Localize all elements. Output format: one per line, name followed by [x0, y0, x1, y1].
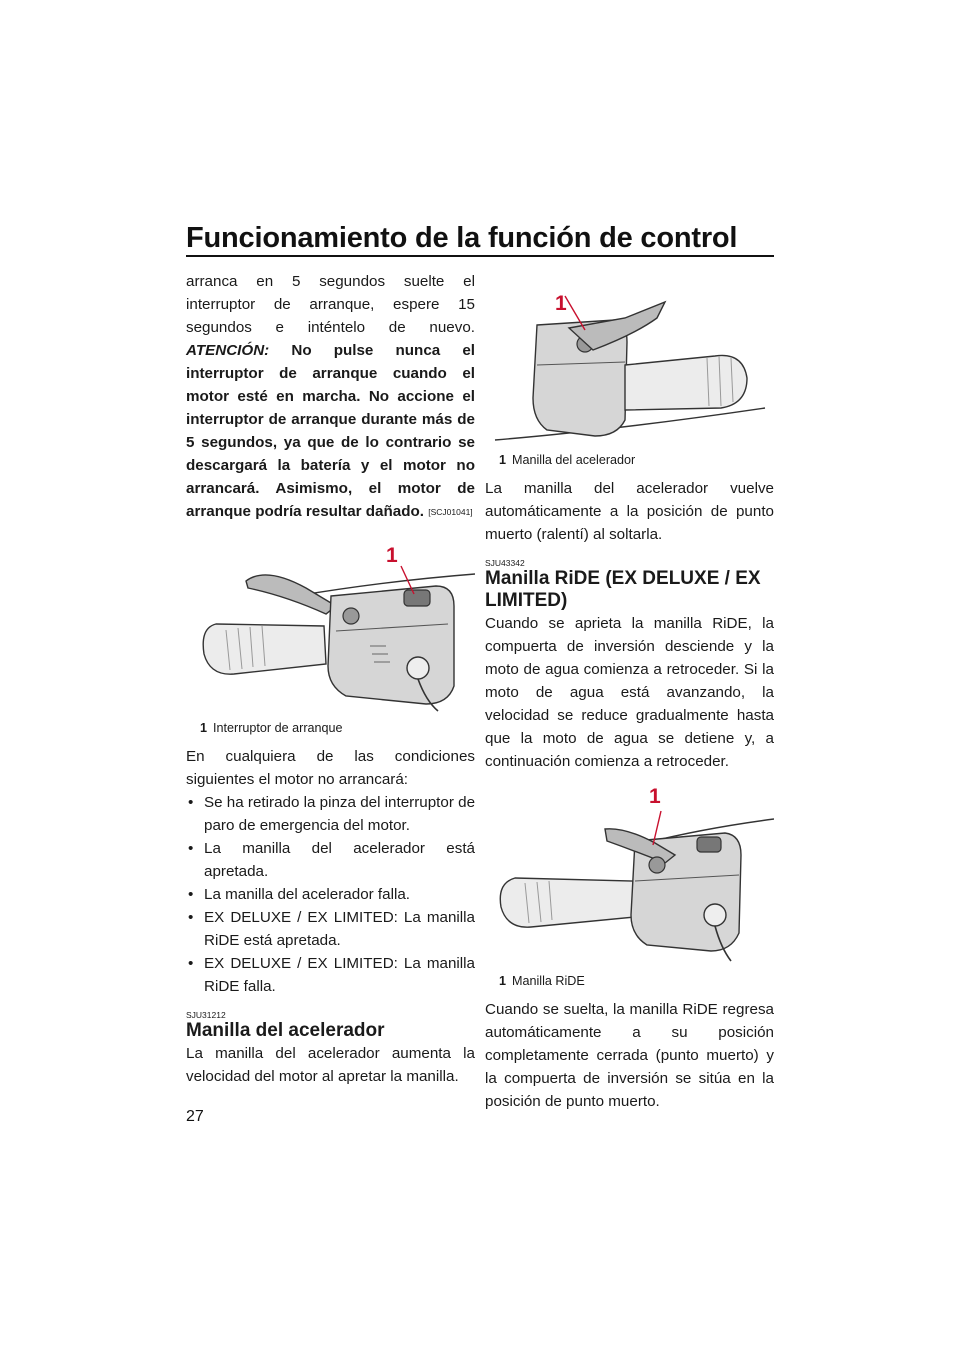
callout-number: 1: [386, 544, 398, 567]
page-title: Funcionamiento de la función de control: [186, 222, 738, 254]
notice-text: No pulse nunca el interruptor de arranque cuando el motor esté en marcha. No accione el interruptor de arranque durante más de 5 segundos, ya que de lo contrario se descargará la batería y el motor no arrancará. Asimismo, el motor de arranque podría resultar dañado.: [186, 342, 475, 520]
figure-ride-lever: [485, 783, 774, 990]
section-code: SJU43342: [485, 558, 525, 568]
conditions-intro: En cualquiera de las condiciones siguientes el motor no arrancará:: [186, 748, 475, 788]
section-text: La manilla del acelerador aumenta la velocidad del motor al apretar la manilla.: [186, 1045, 475, 1085]
section-text: Cuando se aprieta la manilla RiDE, la compuerta de inversión desciende y la moto de agua comienza a retroceder. Si la moto de agua está avanzando, la velocidad se reduce gradualmente hasta que la moto de agua se detiene y, a continuación comienza a retroceder.: [485, 615, 774, 770]
caption-text: Interruptor de arranque: [213, 721, 343, 735]
caption-number: 1: [499, 974, 507, 988]
ride-return-text: Cuando se suelta, la manilla RiDE regresa automáticamente a su posición completamente cerrada (punto muerto) y la compuerta de inversión se sitúa en la posición de punto muerto.: [485, 1001, 774, 1110]
notice-paragraph: [186, 270, 475, 524]
section-title: Manilla del acelerador: [186, 1020, 385, 1041]
callout-number: 1: [649, 785, 661, 808]
list-item: • EX DELUXE / EX LIMITED: La manilla RiDE falla.: [186, 952, 475, 998]
intro-text: arranca en 5 segundos suelte el interruptor de arranque, espere 15 segundos e inténtelo de nuevo.: [186, 273, 475, 336]
figure-throttle-lever: [485, 270, 774, 469]
title-rule: [186, 255, 774, 257]
caption-text: Manilla del acelerador: [512, 453, 636, 467]
list-item: • EX DELUXE / EX LIMITED: La manilla RiDE está apretada.: [186, 906, 475, 952]
page-number: 27: [186, 1108, 204, 1125]
section-title: Manilla RiDE (EX DELUXE / EX LIMITED): [485, 568, 761, 611]
conditions-list: [186, 791, 475, 998]
start-switch-illustration: [186, 536, 475, 716]
section-code: SJU31212: [186, 1010, 226, 1020]
throttle-return-text: La manilla del acelerador vuelve automáticamente a la posición de punto muerto (ralentí) al soltarla.: [485, 480, 774, 543]
figure-caption: [499, 452, 774, 469]
right-column: [485, 270, 774, 1113]
left-column: [186, 270, 475, 1088]
notice-ref: [SCJ01041]: [428, 507, 473, 517]
notice-label: ATENCIÓN:: [186, 342, 270, 359]
figure-caption: [200, 720, 475, 737]
figure-start-switch: [186, 536, 475, 737]
caption-number: 1: [499, 453, 507, 467]
caption-number: 1: [200, 721, 208, 735]
ride-lever-illustration: [485, 783, 774, 969]
figure-caption: [499, 973, 774, 990]
list-item: • Se ha retirado la pinza del interruptor de paro de emergencia del motor.: [186, 791, 475, 837]
list-item: • La manilla del acelerador está apretada.: [186, 837, 475, 883]
caption-text: Manilla RiDE: [512, 974, 585, 988]
callout-number: 1: [555, 292, 567, 315]
throttle-lever-illustration: [485, 270, 774, 448]
list-item: • La manilla del acelerador falla.: [186, 883, 475, 906]
